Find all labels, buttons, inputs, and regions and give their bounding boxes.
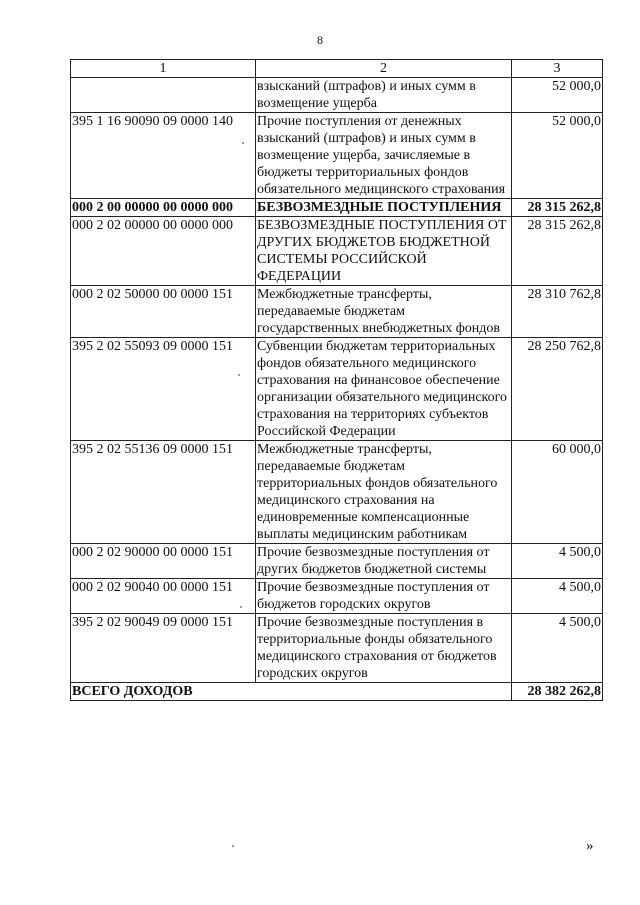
amount-cell: 60 000,0 [512,441,603,544]
table-row [71,199,603,217]
revenue-name-cell: Прочие безвозмездные поступления от бюджетов городских округов [256,579,512,614]
scan-speck [238,374,240,376]
budget-code-cell: 395 1 16 90090 09 0000 140 [71,113,256,199]
total-label: ВСЕГО ДОХОДОВ [71,683,512,701]
column-header-2: 2 [256,60,512,78]
table-row [71,614,603,683]
amount-cell: 52 000,0 [512,113,603,199]
amount-cell: 4 500,0 [512,544,603,579]
scan-speck [232,845,234,847]
page-number: 8 [317,33,323,47]
amount-cell: 28 315 262,8 [512,199,603,217]
table-row [71,544,603,579]
revenue-name-cell: Прочие безвозмездные поступления от других бюджетов бюджетной системы [256,544,512,579]
table-row [71,579,603,614]
revenue-name-cell: Межбюджетные трансферты, передаваемые бюджетам государственных внебюджетных фондов [256,286,512,338]
table-body [71,78,603,683]
budget-code-cell [71,78,256,113]
scan-speck [242,142,244,144]
revenue-name-cell: Межбюджетные трансферты, передаваемые бюджетам территориальных фондов обязательного медицинского страхования на единовременные компенсационные выплаты медицинским работникам [256,441,512,544]
table-row [71,441,603,544]
header-row [71,60,603,78]
revenue-name-cell: БЕЗВОЗМЕЗДНЫЕ ПОСТУПЛЕНИЯ ОТ ДРУГИХ БЮДЖЕТОВ БЮДЖЕТНОЙ СИСТЕМЫ РОССИЙСКОЙ ФЕДЕРАЦИИ [256,217,512,286]
amount-cell: 4 500,0 [512,579,603,614]
table-row [71,78,603,113]
budget-code-cell: 000 2 02 90040 00 0000 151 [71,579,256,614]
table-row [71,286,603,338]
table-row [71,113,603,199]
budget-code-cell: 395 2 02 55136 09 0000 151 [71,441,256,544]
amount-cell: 28 315 262,8 [512,217,603,286]
column-header-3: 3 [512,60,603,78]
total-amount: 28 382 262,8 [512,683,603,701]
amount-cell: 4 500,0 [512,614,603,683]
closing-quote-mark: » [586,838,594,854]
table-row [71,217,603,286]
amount-cell: 28 250 762,8 [512,338,603,441]
amount-cell: 52 000,0 [512,78,603,113]
budget-code-cell: 000 2 02 00000 00 0000 000 [71,217,256,286]
table-row [71,338,603,441]
budget-code-cell: 395 2 02 90049 09 0000 151 [71,614,256,683]
total-row [71,683,603,701]
revenue-name-cell: взысканий (штрафов) и иных сумм в возмещение ущерба [256,78,512,113]
budget-code-cell: 395 2 02 55093 09 0000 151 [71,338,256,441]
budget-code-cell: 000 2 00 00000 00 0000 000 [71,199,256,217]
revenue-name-cell: Субвенции бюджетам территориальных фондов обязательного медицинского страхования на финансовое обеспечение организации обязательного медицинского страхования на территориях субъектов Российской Федерации [256,338,512,441]
amount-cell: 28 310 762,8 [512,286,603,338]
revenue-name-cell: Прочие поступления от денежных взысканий (штрафов) и иных сумм в возмещение ущерба, зачисляемые в бюджеты территориальных фондов обязательного медицинского страхования [256,113,512,199]
revenue-name-cell: БЕЗВОЗМЕЗДНЫЕ ПОСТУПЛЕНИЯ [256,199,512,217]
column-header-1: 1 [71,60,256,78]
budget-code-cell: 000 2 02 50000 00 0000 151 [71,286,256,338]
revenue-table [70,59,603,701]
revenue-name-cell: Прочие безвозмездные поступления в территориальные фонды обязательного медицинского страхования от бюджетов городских округов [256,614,512,683]
budget-code-cell: 000 2 02 90000 00 0000 151 [71,544,256,579]
scan-speck [240,606,242,608]
